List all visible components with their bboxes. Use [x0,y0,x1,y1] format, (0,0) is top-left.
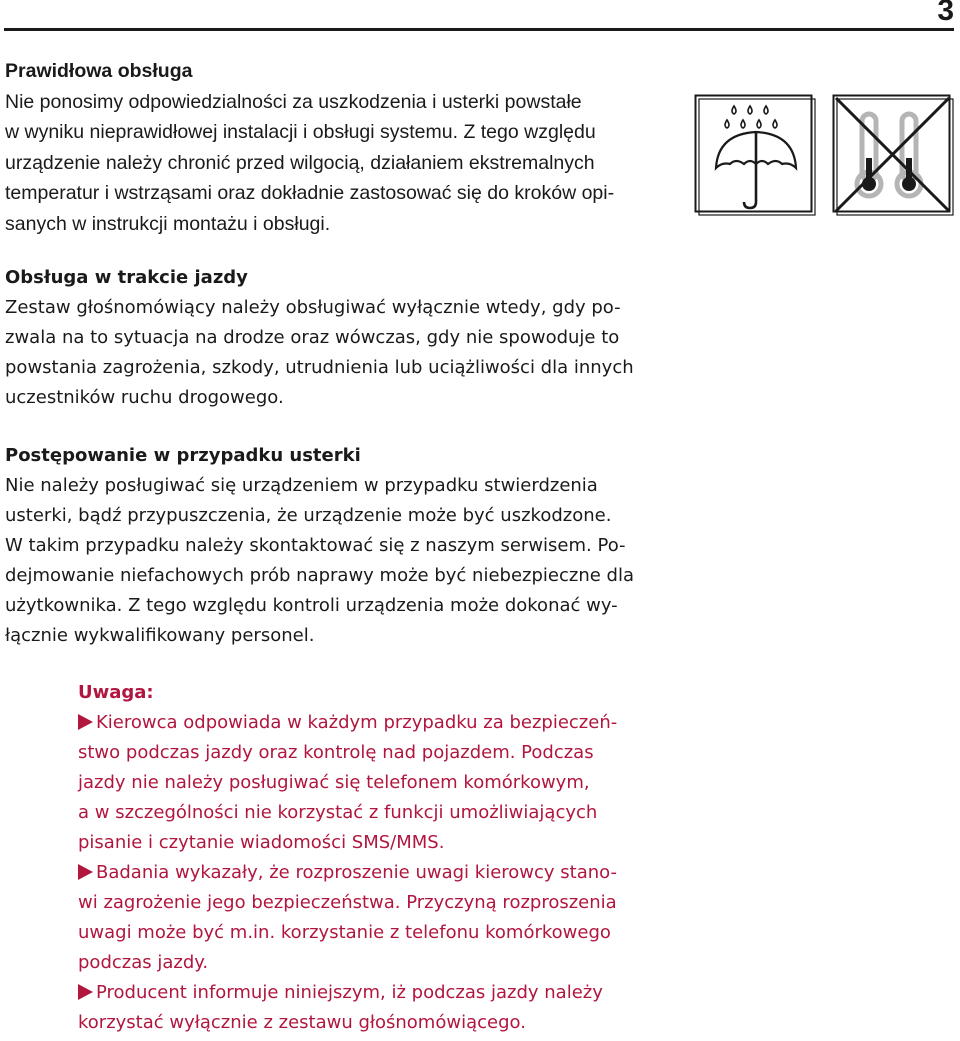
page-number: 3 [937,0,954,27]
warning-item [78,708,668,858]
section-body [5,87,665,240]
warning-line: korzystać wyłącznie z zestawu głośnomówiącego. [78,1012,526,1033]
text-line: Nie ponosimy odpowiedzialności za uszkodzenia i usterki powstałe [5,90,582,113]
text-line: Nie należy posługiwać się urządzeniem w przypadku stwierdzenia [5,475,598,496]
warning-line: Badania wykazały, że rozproszenie uwagi kierowcy stano- [78,858,668,888]
section-proper-use [5,56,665,239]
warning-title: Uwaga: [78,682,154,703]
text-line: W takim przypadku należy skontaktować się z naszym serwisem. Po- [5,535,626,556]
warning-item [78,978,668,1038]
text-line: urządzenie należy chronić przed wilgocią, działaniem ekstremalnych [5,151,595,174]
text-line: uczestników ruchu drogowego. [5,387,284,408]
text-line: Zestaw głośnomówiący należy obsługiwać wyłącznie wtedy, gdy po- [5,297,621,318]
keep-dry-umbrella-icon [694,94,817,220]
warning-box [78,678,668,1038]
warning-items [78,708,668,1038]
warning-item [78,858,668,978]
section-driving-use [5,263,665,413]
section-fault-procedure [5,441,665,651]
warning-line: a w szczególności nie korzystać z funkcji umożliwiających [78,802,598,823]
section-body [5,471,665,651]
warning-line: uwagi może być m.in. korzystanie z telefonu komórkowego [78,922,611,943]
text-line: w wyniku nieprawidłowej instalacji i obsługi systemu. Z tego względu [5,121,596,143]
warning-line: Kierowca odpowiada w każdym przypadku za bezpieczeń- [78,708,668,738]
warning-line: Producent informuje niniejszym, iż podczas jazdy należy [78,978,668,1008]
warning-line: stwo podczas jazdy oraz kontrolę nad pojazdem. Podczas [78,742,594,763]
section-heading: Postępowanie w przypadku usterki [5,445,361,466]
section-body [5,293,665,413]
text-line: użytkownika. Z tego względu kontroli urządzenia może dokonać wy- [5,595,618,616]
text-line: usterki, bądź przypuszczenia, że urządzenie może być uszkodzone. [5,505,612,526]
top-rule [4,28,954,31]
warning-line: pisanie i czytanie wiadomości SMS/MMS. [78,832,445,853]
text-line: temperatur i wstrząsami oraz dokładnie zastosować się do kroków opi- [5,182,615,204]
section-heading: Obsługa w trakcie jazdy [5,267,248,288]
triangle-bullet-icon [78,714,93,730]
triangle-bullet-icon [78,864,93,880]
text-line: dejmowanie niefachowych prób naprawy może być niebezpieczne dla [5,565,634,586]
temperature-forbidden-icon [832,94,955,220]
text-line: sanych w instrukcji montażu i obsługi. [5,212,331,235]
warning-line: podczas jazdy. [78,952,209,973]
text-line: powstania zagrożenia, szkody, utrudnienia lub uciążliwości dla innych [5,357,634,378]
text-line: zwala na to sytuacja na drodze oraz wówczas, gdy nie spowoduje to [5,327,620,348]
text-line: łącznie wykwalifikowany personel. [5,625,315,646]
triangle-bullet-icon [78,984,93,1000]
warning-line: wi zagrożenie jego bezpieczeństwa. Przyczyną rozproszenia [78,892,617,913]
section-heading: Prawidłowa obsługa [5,60,193,82]
warning-line: jazdy nie należy posługiwać się telefonem komórkowym, [78,772,590,793]
